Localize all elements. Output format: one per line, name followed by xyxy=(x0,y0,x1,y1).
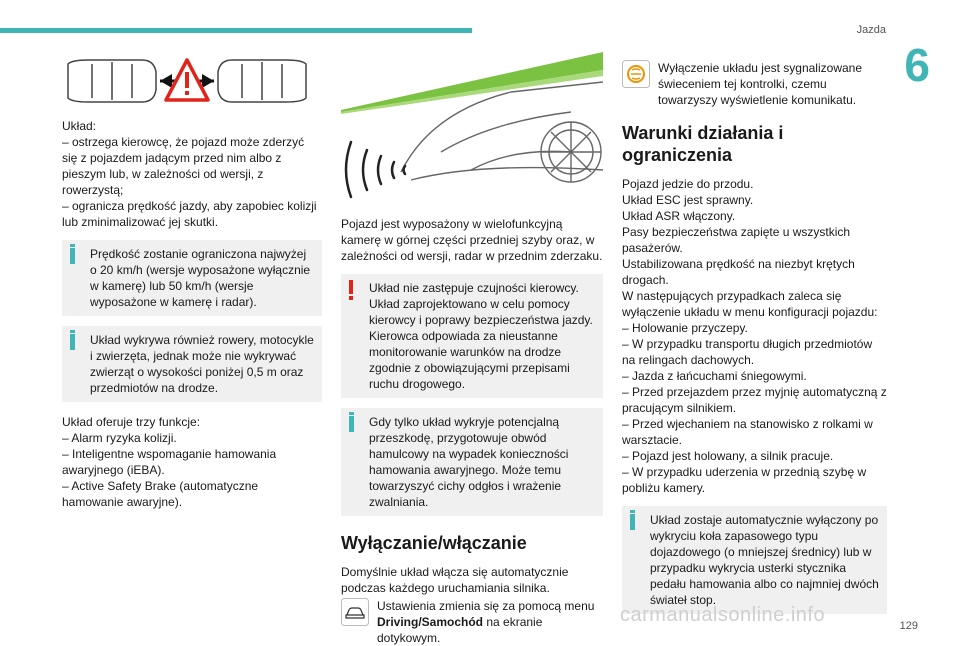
conditions-list: Pojazd jedzie do przodu. Układ ESC jest sprawny. Układ ASR włączony. Pasy bezpieczeństwa zapięte u wszystkich pasażerów. Ustabilizowana prędkość na niezbyt krętych drogach. W następujących przypadkach zaleca się wyłączenie układu w menu konfiguracji pojazdu: – Holowanie przyczepy. – W przypadku transportu długich przedmiotów na relingach dachowych. – Jazda z łańcuchami śniegowymi. – Przed przejazdem przez myjnię automatyczną z pracującym silnikiem. – Przed wjechaniem na stanowisko z rolkami w warsztacie. – Pojazd jest holowany, a silnik pracuje. – W przypadku uderzenia w przednią szybę w pobliżu kamery. xyxy=(622,177,887,495)
section-heading-toggle: Wyłączanie/włączanie xyxy=(341,533,527,553)
collision-warning-icon xyxy=(62,56,312,106)
default-paragraph: Domyślnie układ włącza się automatycznie podczas każdego uruchamiania silnika. xyxy=(341,565,569,595)
settings-text: Ustawienia zmienia się za pomocą menu Driving/Samochód na ekranie dotykowym. xyxy=(377,599,595,645)
info-note-detection: Układ wykrywa również rowery, motocykle i zwierzęta, jednak może nie wykrywać zwierząt o wysokości poniżej 0,5 m oraz przedmiotów na drodze. xyxy=(62,326,322,402)
info-icon xyxy=(630,514,635,530)
exclamation-icon xyxy=(349,280,353,294)
info-icon xyxy=(70,334,75,350)
page-section-title: Jazda xyxy=(856,24,886,36)
settings-row xyxy=(341,598,603,646)
column-2 xyxy=(341,52,603,646)
functions-list: Układ oferuje trzy funkcje: – Alarm ryzyka kolizji. – Inteligentne wspomaganie hamowania awaryjnego (iEBA). – Active Safety Brake (automatyczne hamowanie awaryjne). xyxy=(62,415,277,509)
info-icon xyxy=(349,416,354,432)
column-1 xyxy=(62,56,322,510)
info-note-speed: Prędkość zostanie ograniczona najwyżej o 20 km/h (wersje wyposażone wyłącznie w kamerę) lub 50 km/h (wersje wyposażone w kamerę i radar). xyxy=(62,240,322,316)
car-camera-radar-illustration xyxy=(341,52,603,202)
car-settings-icon xyxy=(341,598,369,626)
info-icon xyxy=(70,248,75,264)
indicator-row xyxy=(622,60,887,108)
indicator-text: Wyłączenie układu jest sygnalizowane świeceniem tej kontrolki, czemu towarzyszy wyświetlenie komunikatu. xyxy=(658,61,862,107)
info-note-brake: Gdy tylko układ wykryje potencjalną przeszkodę, przygotowuje obwód hamulcowy na wypadek konieczności hamowania awaryjnego. Może temu towarzyszyć cichy odgłos i wrażenie zwalniania. xyxy=(341,408,603,516)
top-accent-bar xyxy=(0,28,472,33)
intro-text: Układ: – ostrzega kierowcę, że pojazd może zderzyć się z pojazdem jadącym przed nim albo z pieszym lub, w zależności od wersji, z rowerzystą; – ogranicza prędkość jazdy, aby zapobiec kolizji lub zminimalizować jej skutki. xyxy=(62,119,317,229)
camera-paragraph: Pojazd jest wyposażony w wielofunkcyjną kamerę w górnej części przedniej szyby oraz, w zależności od wersji, radar w przednim zderzaku. xyxy=(341,217,603,263)
page-number: 129 xyxy=(899,620,918,632)
column-3 xyxy=(622,60,887,624)
chapter-number: 6 xyxy=(904,39,930,91)
warning-note: Układ nie zastępuje czujności kierowcy. Układ zaprojektowano w celu pomocy kierowcy i poprawy bezpieczeństwa jazdy. Kierowca odpowiada za nieustanne monitorowanie warunków na drodze zgodnie z obowiązującymi przepisami ruchu drogowego. xyxy=(341,274,603,398)
info-note-spare-wheel: Układ zostaje automatycznie wyłączony po wykryciu koła zapasowego typu dojazdowego (o mniejszej średnicy) lub w przypadku wykrycia usterki stycznika pedału hamowania albo co najmniej dwóch świateł stop. xyxy=(622,506,887,614)
watermark: carmanualsonline.info xyxy=(620,604,826,626)
disabled-indicator-icon xyxy=(622,60,650,88)
section-heading-conditions: Warunki działania i ograniczenia xyxy=(622,123,784,165)
